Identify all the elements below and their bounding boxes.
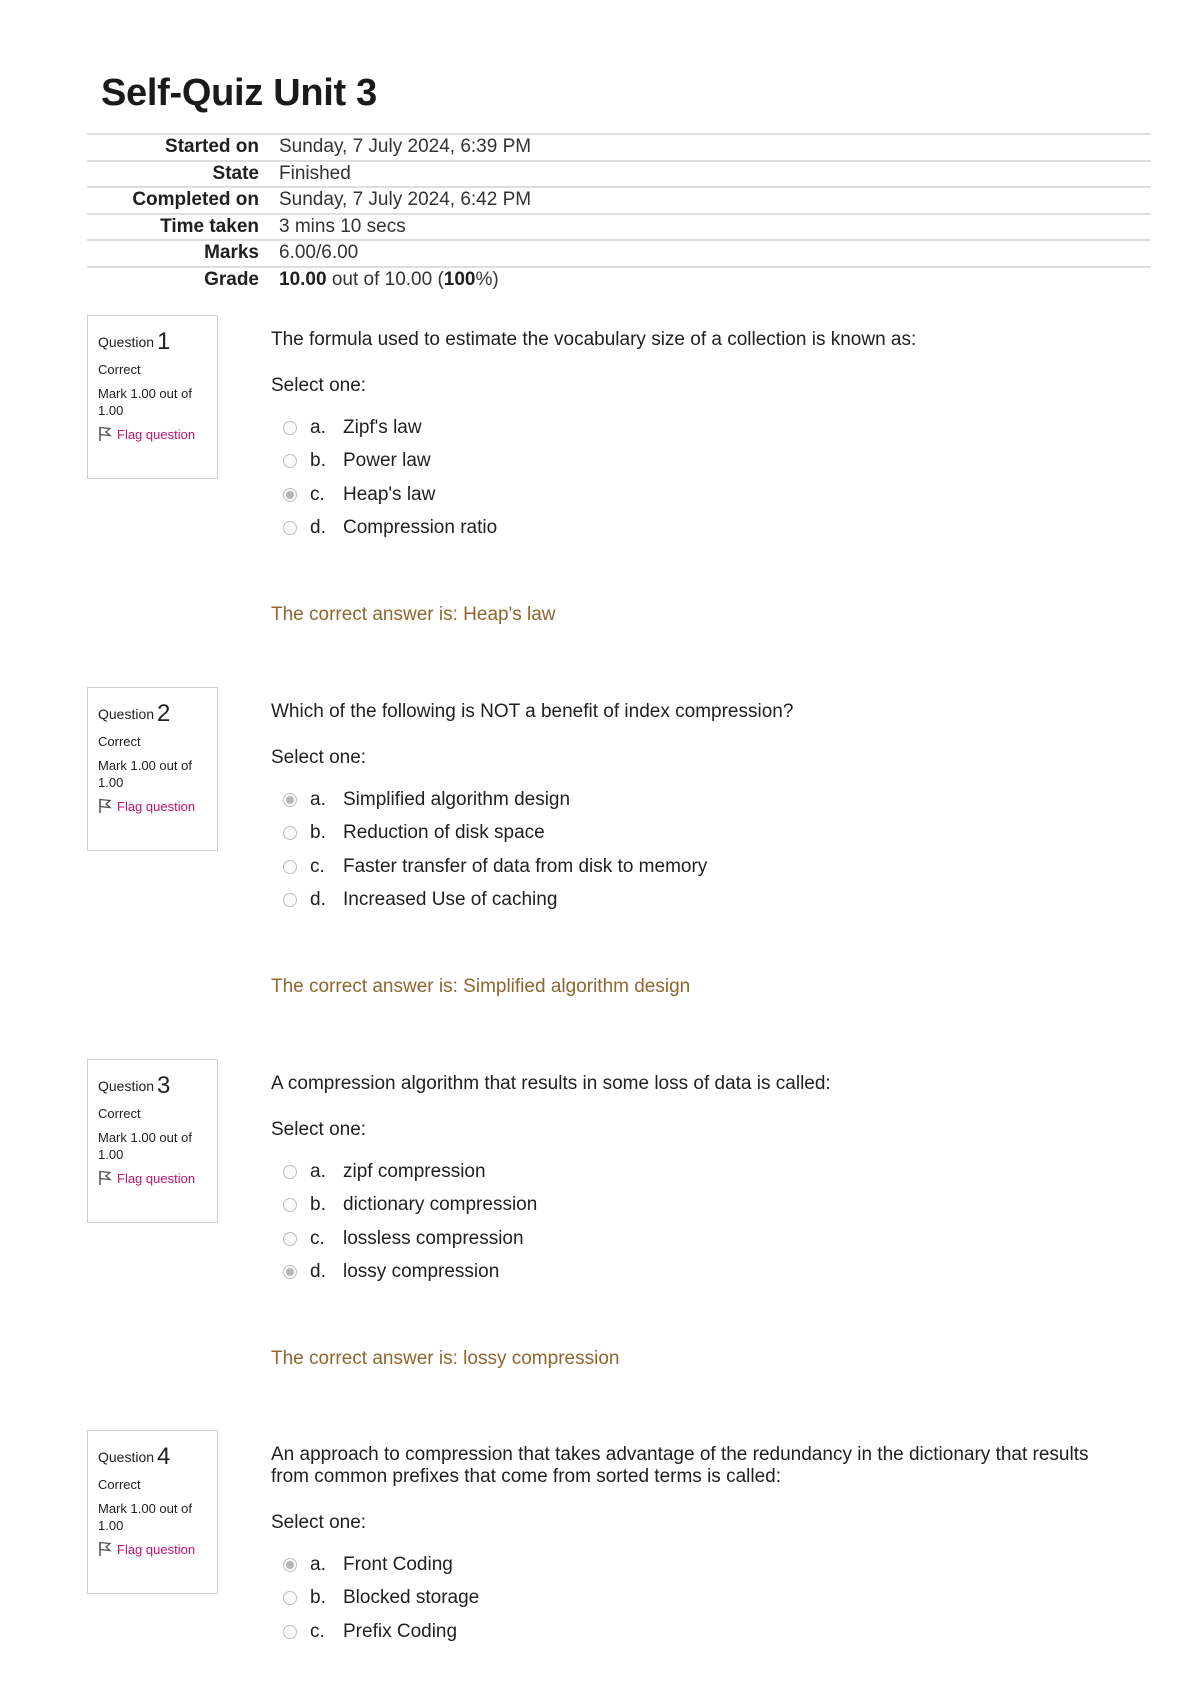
answer-letter: c.	[310, 1227, 325, 1249]
summary-value: 6.00/6.00	[279, 242, 359, 264]
answer-text: Zipf's law	[343, 416, 422, 438]
answer-option[interactable]	[271, 1222, 1101, 1256]
answer-text: Power law	[343, 450, 431, 472]
question-state: Correct	[98, 734, 141, 749]
answer-option[interactable]	[271, 783, 1101, 817]
question-info	[87, 1059, 218, 1223]
summary-label: Completed on	[132, 189, 259, 211]
flag-question-link[interactable]	[98, 1170, 207, 1187]
select-prompt: Select one:	[271, 1119, 367, 1140]
answer-option[interactable]	[271, 445, 1101, 479]
question-text: A compression algorithm that results in some loss of data is called:	[271, 1073, 831, 1094]
answer-list	[271, 1155, 1101, 1289]
summary-value	[279, 269, 499, 291]
answer-option[interactable]	[271, 1189, 1101, 1223]
question-text: Which of the following is NOT a benefit of index compression?	[271, 701, 794, 722]
answer-text: Increased Use of caching	[343, 889, 558, 911]
question-content	[271, 1430, 1101, 1649]
correct-answer-feedback: The correct answer is: lossy compression	[271, 1348, 620, 1369]
flag-label: Flag question	[117, 799, 196, 814]
select-prompt: Select one:	[271, 747, 367, 768]
question-word: Question	[98, 1078, 155, 1094]
answer-letter: b.	[310, 822, 326, 844]
answer-option[interactable]	[271, 411, 1101, 445]
radio-button[interactable]	[283, 1165, 297, 1179]
grade-close: %)	[475, 268, 499, 290]
answer-letter: b.	[310, 450, 326, 472]
summary-value: Finished	[279, 162, 351, 184]
question-info	[87, 1430, 218, 1594]
grade-outof: out of 10.00 (	[326, 268, 444, 290]
answer-letter: b.	[310, 1587, 326, 1609]
answer-letter: b.	[310, 1194, 326, 1216]
answer-text: Simplified algorithm design	[343, 788, 571, 810]
question-word: Question	[98, 1449, 155, 1465]
question-number	[98, 328, 207, 356]
flag-question-link[interactable]	[98, 1541, 207, 1558]
radio-button[interactable]	[283, 1232, 297, 1246]
flag-label: Flag question	[117, 427, 196, 442]
select-prompt: Select one:	[271, 375, 367, 396]
grade-percent: 100	[443, 268, 476, 290]
answer-letter: d.	[310, 889, 326, 911]
summary-value: 3 mins 10 secs	[279, 215, 406, 237]
answer-list	[271, 411, 1101, 545]
answer-text: Heap's law	[343, 483, 436, 505]
answer-text: Prefix Coding	[343, 1620, 458, 1642]
question-number	[98, 1072, 207, 1100]
summary-value: Sunday, 7 July 2024, 6:42 PM	[279, 189, 532, 211]
answer-letter: a.	[310, 416, 326, 438]
summary-row-completed	[87, 188, 1151, 215]
answer-letter: d.	[310, 1261, 326, 1283]
flag-question-link[interactable]	[98, 798, 207, 815]
select-prompt: Select one:	[271, 1512, 367, 1533]
radio-button[interactable]	[283, 1198, 297, 1212]
question-word: Question	[98, 706, 155, 722]
radio-button[interactable]	[283, 421, 297, 435]
radio-button[interactable]	[283, 521, 297, 535]
answer-option[interactable]	[271, 817, 1101, 851]
answer-text: lossless compression	[343, 1227, 524, 1249]
answer-text: Faster transfer of data from disk to memory	[343, 855, 708, 877]
question-info	[87, 315, 218, 479]
summary-value: Sunday, 7 July 2024, 6:39 PM	[279, 136, 532, 158]
answer-text: lossy compression	[343, 1261, 500, 1283]
flag-label: Flag question	[117, 1171, 196, 1186]
radio-button-selected[interactable]	[283, 793, 297, 807]
correct-answer-feedback: The correct answer is: Heap's law	[271, 604, 556, 625]
answer-option[interactable]	[271, 1548, 1101, 1582]
question-mark: Mark 1.00 out of 1.00	[98, 1130, 192, 1162]
radio-button-selected[interactable]	[283, 1558, 297, 1572]
answer-text: zipf compression	[343, 1160, 486, 1182]
flag-label: Flag question	[117, 1542, 196, 1557]
grade-score: 10.00	[279, 268, 327, 290]
question-content	[271, 687, 1101, 997]
answer-option[interactable]	[271, 512, 1101, 546]
summary-label: Time taken	[160, 215, 259, 237]
summary-label: Marks	[204, 242, 259, 264]
question-number-value: 3	[157, 1072, 171, 1099]
flag-icon	[98, 426, 112, 442]
radio-button-selected[interactable]	[283, 1265, 297, 1279]
summary-row-marks	[87, 241, 1151, 268]
question-number-value: 1	[157, 328, 171, 355]
flag-icon	[98, 1170, 112, 1186]
answer-list	[271, 783, 1101, 917]
flag-icon	[98, 798, 112, 814]
summary-row-started	[87, 135, 1151, 162]
flag-question-link[interactable]	[98, 426, 207, 443]
answer-option[interactable]	[271, 1155, 1101, 1189]
radio-button[interactable]	[283, 893, 297, 907]
answer-letter: a.	[310, 1553, 326, 1575]
question-state: Correct	[98, 362, 141, 377]
question-mark: Mark 1.00 out of 1.00	[98, 758, 192, 790]
radio-button[interactable]	[283, 1591, 297, 1605]
summary-row-time	[87, 215, 1151, 242]
answer-letter: d.	[310, 517, 326, 539]
answer-list	[271, 1548, 1101, 1649]
question-number	[98, 700, 207, 728]
answer-letter: a.	[310, 1160, 326, 1182]
answer-letter: c.	[310, 483, 325, 505]
answer-text: Compression ratio	[343, 517, 498, 539]
question-number-value: 2	[157, 700, 171, 727]
radio-button[interactable]	[283, 860, 297, 874]
answer-option[interactable]	[271, 478, 1101, 512]
answer-letter: c.	[310, 855, 325, 877]
answer-letter: a.	[310, 788, 326, 810]
answer-option[interactable]	[271, 850, 1101, 884]
attempt-summary	[87, 133, 1151, 292]
question-mark: Mark 1.00 out of 1.00	[98, 1501, 192, 1533]
answer-text: Reduction of disk space	[343, 822, 545, 844]
question-word: Question	[98, 334, 155, 350]
question-state: Correct	[98, 1106, 141, 1121]
summary-row-state	[87, 162, 1151, 189]
answer-option[interactable]	[271, 1256, 1101, 1290]
question-info	[87, 687, 218, 851]
answer-option[interactable]	[271, 1582, 1101, 1616]
flag-icon	[98, 1541, 112, 1557]
question-text: The formula used to estimate the vocabulary size of a collection is known as:	[271, 329, 917, 350]
question-content	[271, 1059, 1101, 1369]
summary-row-grade	[87, 268, 1151, 293]
answer-letter: c.	[310, 1620, 325, 1642]
answer-text: dictionary compression	[343, 1194, 538, 1216]
radio-button[interactable]	[283, 1625, 297, 1639]
question-content	[271, 315, 1101, 625]
answer-text: Blocked storage	[343, 1587, 480, 1609]
radio-button[interactable]	[283, 454, 297, 468]
question-state: Correct	[98, 1477, 141, 1492]
radio-button-selected[interactable]	[283, 488, 297, 502]
question-mark: Mark 1.00 out of 1.00	[98, 386, 192, 418]
answer-text: Front Coding	[343, 1553, 453, 1575]
answer-option[interactable]	[271, 884, 1101, 918]
answer-option[interactable]	[271, 1615, 1101, 1649]
question-number-value: 4	[157, 1443, 171, 1470]
summary-label: Started on	[165, 136, 259, 158]
question-number	[98, 1443, 207, 1471]
radio-button[interactable]	[283, 826, 297, 840]
correct-answer-feedback: The correct answer is: Simplified algorithm design	[271, 976, 691, 997]
summary-label: Grade	[204, 268, 259, 290]
summary-label: State	[212, 162, 259, 184]
page-title: Self-Quiz Unit 3	[101, 72, 377, 114]
question-text: An approach to compression that takes advantage of the redundancy in the dictionary that results from common prefixes that come from sorted terms is called:	[271, 1444, 1089, 1487]
